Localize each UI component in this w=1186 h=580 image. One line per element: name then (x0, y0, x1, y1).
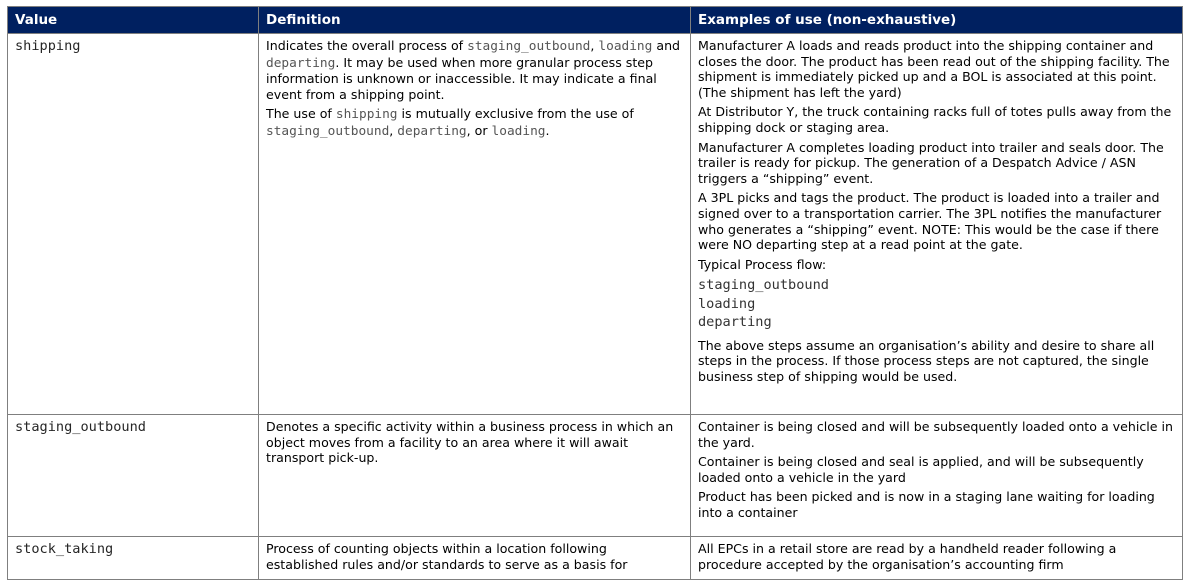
text: and (652, 38, 681, 53)
definition-cell (259, 34, 691, 415)
example-paragraph: The above steps assume an organisation’s ability and desire to share all steps in the process. If those process steps are not captured, the single business step of shipping would be used. (698, 337, 1155, 384)
process-flow-block (698, 276, 1175, 332)
examples-cell (691, 537, 1183, 580)
process-step: loading (698, 295, 756, 312)
code-term: staging_outbound (266, 123, 390, 139)
table-header-row (8, 7, 1183, 34)
business-step-table (7, 6, 1183, 580)
code-term: departing (266, 55, 336, 71)
text: , or (466, 122, 492, 138)
example-paragraph: Container is being closed and will be subsequently loaded onto a vehicle in the yard. (698, 419, 1174, 450)
table-row (8, 537, 1183, 580)
header-examples: Examples of use (non-exhaustive) (691, 7, 1183, 34)
definition-paragraph (266, 106, 683, 139)
code-term: staging_outbound (467, 39, 591, 54)
text: is mutually exclusive from the use of (397, 106, 634, 122)
example-paragraph: Product has been picked and is now in a staging lane waiting for loading into a container (698, 489, 1155, 520)
table-row (8, 415, 1183, 537)
example-paragraph: Typical Process flow: (698, 256, 827, 272)
code-term: loading (598, 39, 653, 54)
header-definition: Definition (259, 7, 691, 34)
value-cell: shipping (8, 34, 259, 415)
code-term: loading (491, 123, 546, 139)
code-term: shipping (335, 107, 398, 123)
text: Indicates the overall process of (266, 38, 468, 53)
examples-cell (691, 415, 1183, 537)
examples-cell (691, 34, 1183, 415)
example-paragraph: A 3PL picks and tags the product. The product is loaded into a trailer and signed over to a transportation carrier. The 3PL notifies the manufacturer who generates a “shipping” event. NOTE: This would be the case if there were NO departing step at a read point at the gate. (698, 190, 1162, 253)
text: . It may be used when more granular process step information is unknown or inaccessible. It may indicate a final event from a shipping point. (266, 54, 657, 102)
process-step: departing (698, 314, 772, 331)
value-cell: stock_taking (8, 537, 259, 580)
example-paragraph: Manufacturer A completes loading product into trailer and seals door. The trailer is ready for pickup. The generation of a Despatch Advice / ASN triggers a “shipping” event. (698, 139, 1164, 186)
code-term: departing (397, 123, 467, 139)
text: . (545, 122, 550, 138)
example-paragraph: All EPCs in a retail store are read by a handheld reader following a procedure accepted by the organisation’s accounting firm (698, 541, 1117, 572)
process-step: staging_outbound (698, 277, 829, 294)
text: , (389, 122, 398, 138)
header-value: Value (8, 7, 259, 34)
definition-cell (259, 537, 691, 580)
definition-paragraph: Process of counting objects within a location following established rules and/or standards to serve as a basis for (266, 541, 628, 572)
definition-paragraph: Denotes a specific activity within a business process in which an object moves from a facility to an area where it will await transport pick-up. (266, 419, 674, 466)
text: The use of (266, 106, 336, 122)
example-paragraph: Manufacturer A loads and reads product into the shipping container and closes the door. The product has been read out of the shipping facility. The shipment is immediately picked up and a BOL is associated at this point. (The shipment has left the yard) (698, 38, 1170, 100)
value-cell: staging_outbound (8, 415, 259, 537)
text: , (590, 38, 599, 53)
definition-cell (259, 415, 691, 537)
definition-paragraph (266, 38, 683, 102)
example-paragraph: At Distributor Y, the truck containing racks full of totes pulls away from the shipping dock or staging area. (698, 104, 1172, 135)
table-row (8, 34, 1183, 415)
example-paragraph: Container is being closed and seal is applied, and will be subsequently loaded onto a vehicle in the yard (698, 454, 1144, 485)
